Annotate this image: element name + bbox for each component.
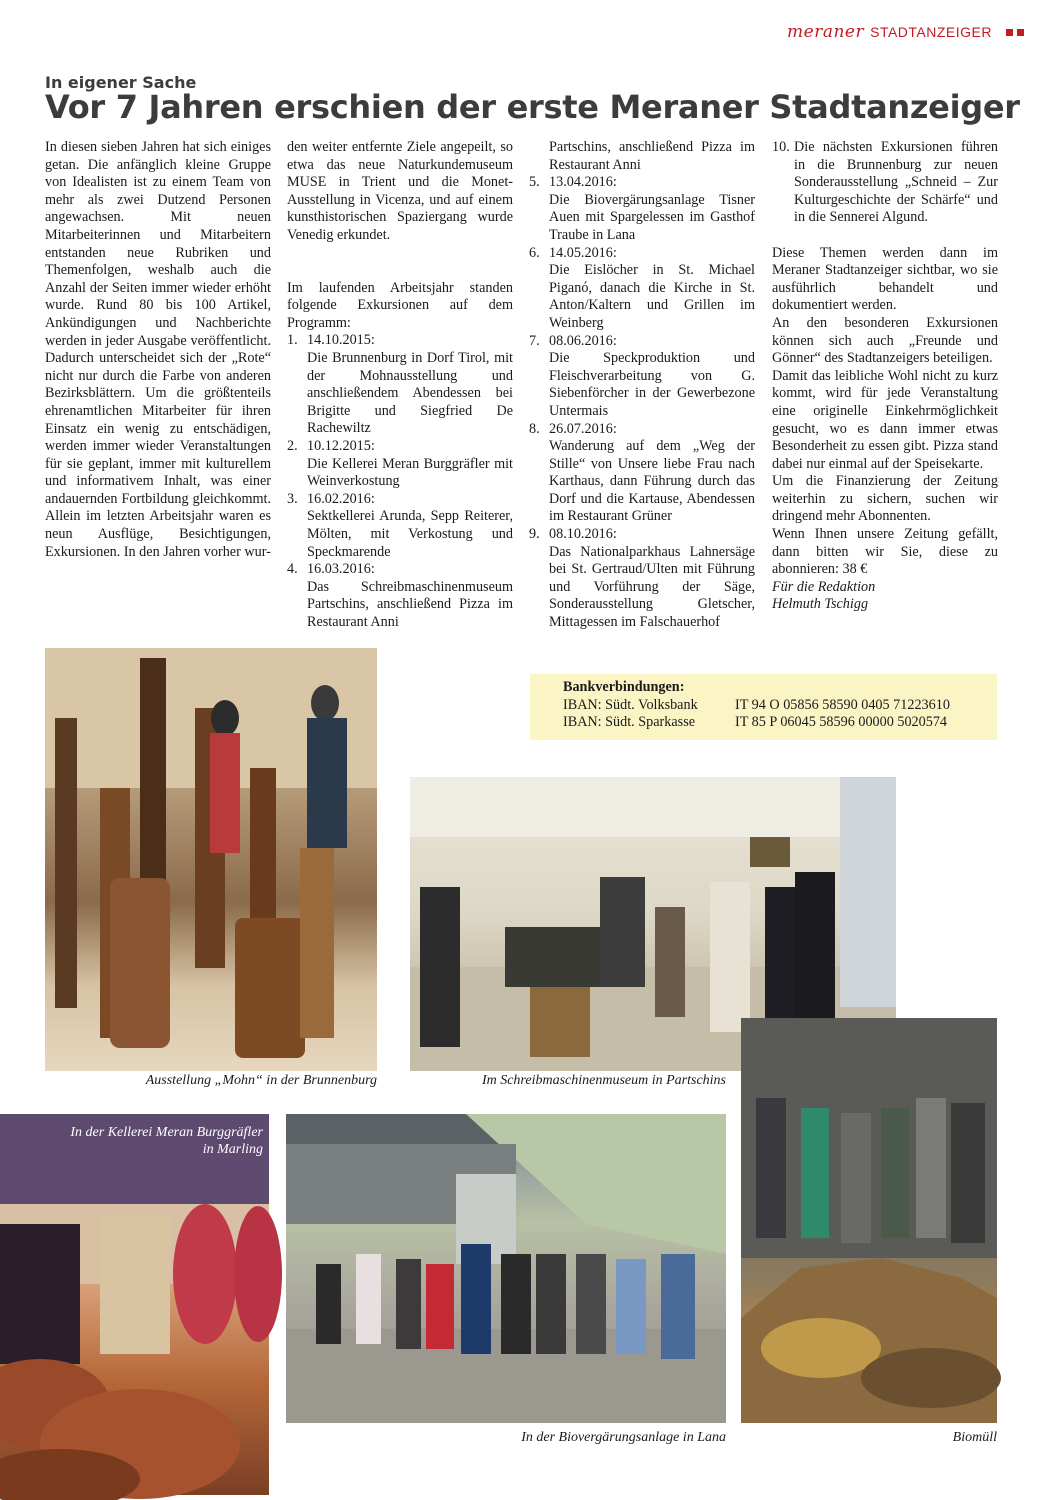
article-paragraph: Um die Finanzierung der Zeitung weiterhin zu sichern, suchen wir dringend mehr Abonnenten. [772, 473, 998, 525]
article-column-3 [529, 139, 755, 632]
bank-details-box [530, 674, 997, 740]
article-paragraph: Wenn Ihnen unsere Zeitung gefällt, dann bitten wir Sie, diese zu abonnieren: 38 € [772, 526, 998, 578]
excursion-list-final [772, 139, 998, 227]
excursion-item: 4. 16.03.2016: Das Schreibmaschinenmuseum Partschins, anschließend Pizza im Restaurant Anni [287, 561, 513, 630]
excursions-intro: Im laufenden Arbeitsjahr standen folgende Exkursionen auf dem Programm: [287, 279, 513, 331]
photo-winery-cellar [0, 1114, 269, 1495]
bank-label: IBAN: Südt. Volksbank [563, 696, 698, 713]
article-body-continuation: den weiter entfernte Ziele angepeilt, so etwa das neue Naturkundemuseum MUSE in Trient und die Monet-Ausstellung in Vicenza, und auf einem kunsthistorischen Spaziergang wurde Venedig erkundet. [287, 139, 513, 243]
signature-name: Helmuth Tschigg [772, 596, 869, 613]
signature-line: Für die Redaktion [772, 578, 876, 595]
excursion-item: 2. 10.12.2015: Die Kellerei Meran Burggräfler mit Weinverkostung [287, 437, 513, 490]
article-paragraph: Diese Themen werden dann im Meraner Stadtanzeiger sichtbar, wo sie ausführlich behandelt und dokumentiert werden. [772, 244, 998, 314]
excursion-item: Partschins, anschließend Pizza im Restaurant Anni [549, 139, 755, 173]
article-column-4 [772, 139, 998, 614]
article-paragraph: Damit das leibliche Wohl nicht zu kurz kommt, wird für jede Veranstaltung eine originelle Einkehrmöglichkeit gesucht, wo es dann immer etwas Besonderheit zu essen gibt. Pizza stand dabei nur einmal auf der Speisekarte. [772, 367, 998, 472]
masthead-brand: meraner [787, 22, 865, 42]
excursion-item: 3. 16.02.2016: Sektkellerei Arunda, Sepp Reiterer, Mölten, mit Verkostung und Speckmarende [287, 490, 513, 560]
bank-iban: IT 94 O 05856 58590 0405 71223610 [735, 696, 950, 713]
excursion-item: 9. 08.10.2016: Das Nationalparkhaus Lahnersäge bei St. Gertraud/Ulten mit Führung und Vorführung der Säge, Sonderausstellung Gletscher, Mittagessen im Falschauerhof [529, 526, 755, 631]
excursion-item: 7. 08.06.2016: Die Speckproduktion und Fleischverarbeitung von G. Siebenförcher in der Gewerbezone Untermais [529, 332, 755, 419]
bank-row [563, 697, 997, 715]
bank-row [563, 714, 997, 732]
masthead-squares [1006, 29, 1024, 36]
excursion-item: 1. 14.10.2015: Die Brunnenburg in Dorf Tirol, mit der Mohnausstellung und anschließendem Abendessen bei Brigitte und Siegfried De Rachewiltz [287, 332, 513, 437]
excursion-item: 6. 14.05.2016: Die Eislöcher in St. Michael Piganó, danach die Kirche in St. Anton/Kaltern und Grillen im Weinberg [529, 244, 755, 331]
article-kicker: In eigener Sache [45, 73, 197, 92]
bank-iban: IT 85 P 06045 58596 00000 5020574 [735, 714, 948, 731]
article-body-paragraph: In diesen sieben Jahren hat sich einiges getan. Die anfänglich kleine Gruppe von Idealisten ist zu einem Team von mehr als zwei Dutzend Personen angewachsen. Mit neuen Mitarbeiterinnen und Mitarbeitern entstanden neue Rubriken und Themenfolgen, weshalb auch die Anzahl der Seiten immer wieder erhöht wurde. Rund 80 bis 100 Artikel, Ankündigungen und Nachberichte werden in jeder Ausgabe veröffentlicht. Dadurch unterscheidet sich der „Rote“ nicht nur durch die Farbe von anderen Bezirksblättern. Um die größtenteils ehrenamtlichen Mitarbeiter für ihren Einsatz ein wenig zu entschädigen, werden immer wieder Veranstaltungen für sie geplant, immer mit kulturellem und informativem Inhalt, was einer andauernden Fortbildung gleichkommt. Allein im letzten Arbeitsjahr waren es neun Ausflüge, Besichtigungen, Exkursionen. In den Jahren vorher wur- [45, 139, 271, 560]
caption-typewriter: Im Schreibmaschinenmuseum in Partschins [481, 1073, 726, 1088]
excursion-item: 5. 13.04.2016: Die Biovergärungsanlage Tisner Auen mit Spargelessen im Gasthof Traube in Lana [529, 174, 755, 243]
article-paragraph: An den besonderen Exkursionen können sich auch „Freunde und Gönner“ des Stadtanzeigers beteiligen. [772, 314, 998, 367]
bank-label: IBAN: Südt. Sparkasse [563, 714, 696, 731]
photo-biowaste [741, 1018, 997, 1423]
article-headline: Vor 7 Jahren erschien der erste Meraner Stadtanzeiger [45, 88, 1020, 126]
caption-biowaste: Biomüll [952, 1430, 997, 1445]
excursion-item: 10. Die nächsten Exkursionen führen in die Brunnenburg zur neuen Sonderausstellung „Schneid – Zur Kulturgeschichte der Schärfe“ und in die Sennerei Algund. [772, 139, 998, 226]
article-column-1 [45, 139, 271, 601]
excursion-list [287, 332, 513, 630]
bank-title: Bankverbindungen: [563, 679, 685, 695]
photo-mohn-exhibition [45, 648, 377, 1071]
masthead-section: STADTANZEIGER [870, 24, 992, 40]
caption-mohn: Ausstellung „Mohn“ in der Brunnenburg [145, 1073, 377, 1088]
photo-biogas-group [286, 1114, 726, 1423]
caption-biogas: In der Biovergärungsanlage in Lana [521, 1430, 726, 1445]
masthead [787, 22, 1024, 42]
article-column-2 [287, 139, 513, 630]
caption-winery: In der Kellerei Meran Burggräfler in Marling [70, 1125, 263, 1157]
excursion-item: 8. 26.07.2016: Wanderung auf dem „Weg der Stille“ von Unsere liebe Frau nach Karthaus, dann Führung durch das Dorf und die Kartause, Abendessen im Restaurant Grüner [529, 420, 755, 525]
excursion-list-continued [529, 139, 755, 632]
